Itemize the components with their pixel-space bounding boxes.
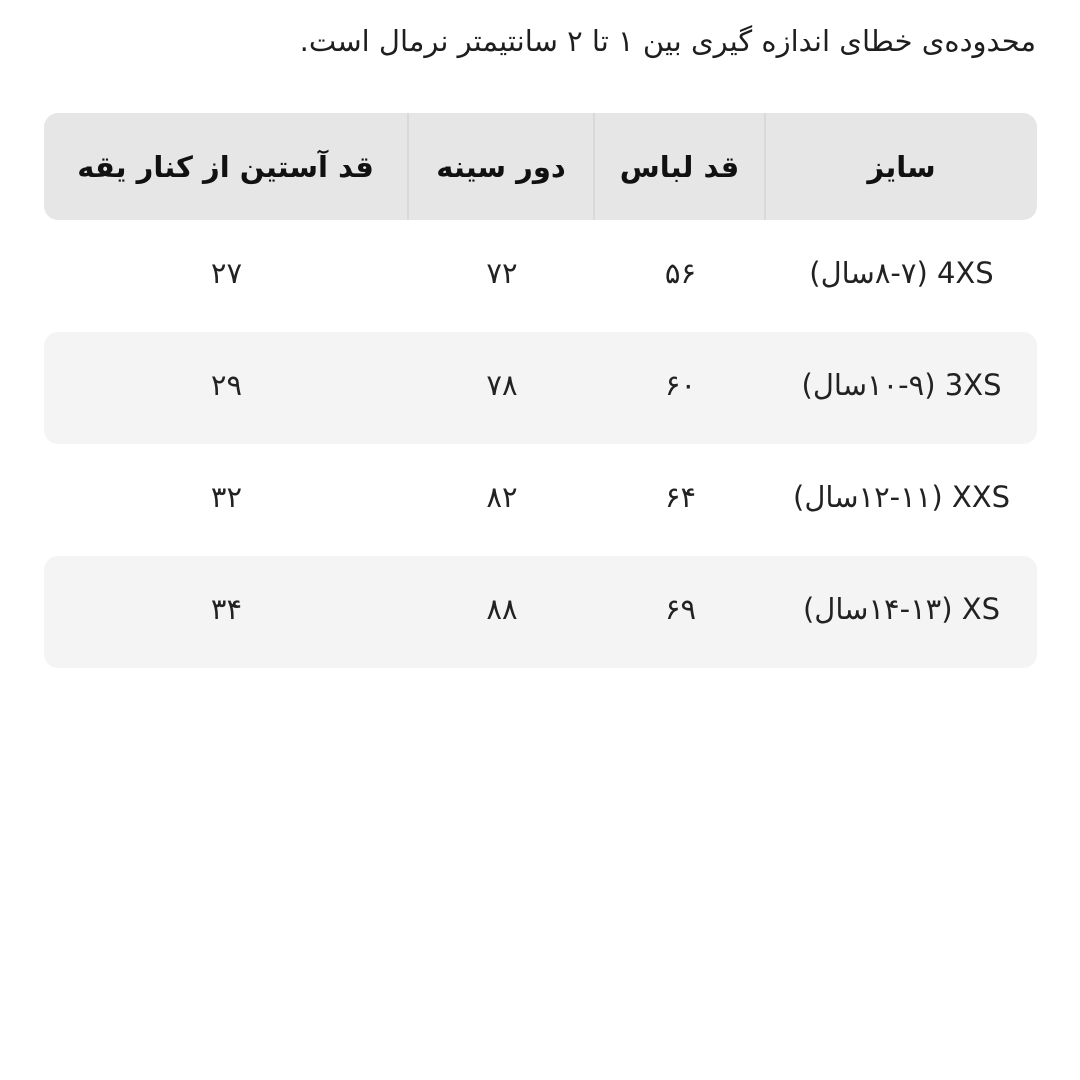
length-cell: ۶۰ — [664, 368, 697, 402]
sleeve-cell: ۲۷ — [210, 256, 243, 290]
size-cell: 4XS (۸-۷سال) — [809, 256, 994, 290]
sleeve-cell: ۲۹ — [210, 368, 243, 402]
table-row — [44, 220, 1037, 332]
chest-cell: ۷۸ — [486, 368, 518, 402]
chest-cell: ۸۸ — [486, 592, 518, 626]
sleeve-cell: ۳۴ — [210, 592, 243, 626]
size-cell: XS (۱۴-۱۳سال) — [802, 592, 1001, 626]
size-table — [44, 113, 1037, 668]
length-cell: ۶۴ — [664, 480, 697, 514]
chest-cell: ۷۲ — [486, 256, 518, 290]
table-row — [44, 332, 1037, 444]
length-cell: ۵۶ — [664, 256, 697, 290]
header-size: سایز — [867, 149, 936, 184]
length-cell: ۶۹ — [664, 592, 697, 626]
header-chest: دور سینه — [409, 113, 595, 220]
table-row — [44, 444, 1037, 556]
measurement-note: محدوده‌ی خطای اندازه گیری بین ۱ تا ۲ سانتیمتر نرمال است. — [299, 24, 1036, 58]
table-header — [44, 113, 1037, 220]
size-cell: XXS (۱۲-۱۱سال) — [793, 480, 1011, 514]
table-row — [44, 556, 1037, 668]
header-sleeve: قد آستین از کنار یقه — [44, 113, 409, 220]
size-cell: 3XS (۱۰-۹سال) — [801, 368, 1002, 402]
header-length: قد لباس — [595, 113, 766, 220]
chest-cell: ۸۲ — [486, 480, 518, 514]
sleeve-cell: ۳۲ — [210, 480, 243, 514]
